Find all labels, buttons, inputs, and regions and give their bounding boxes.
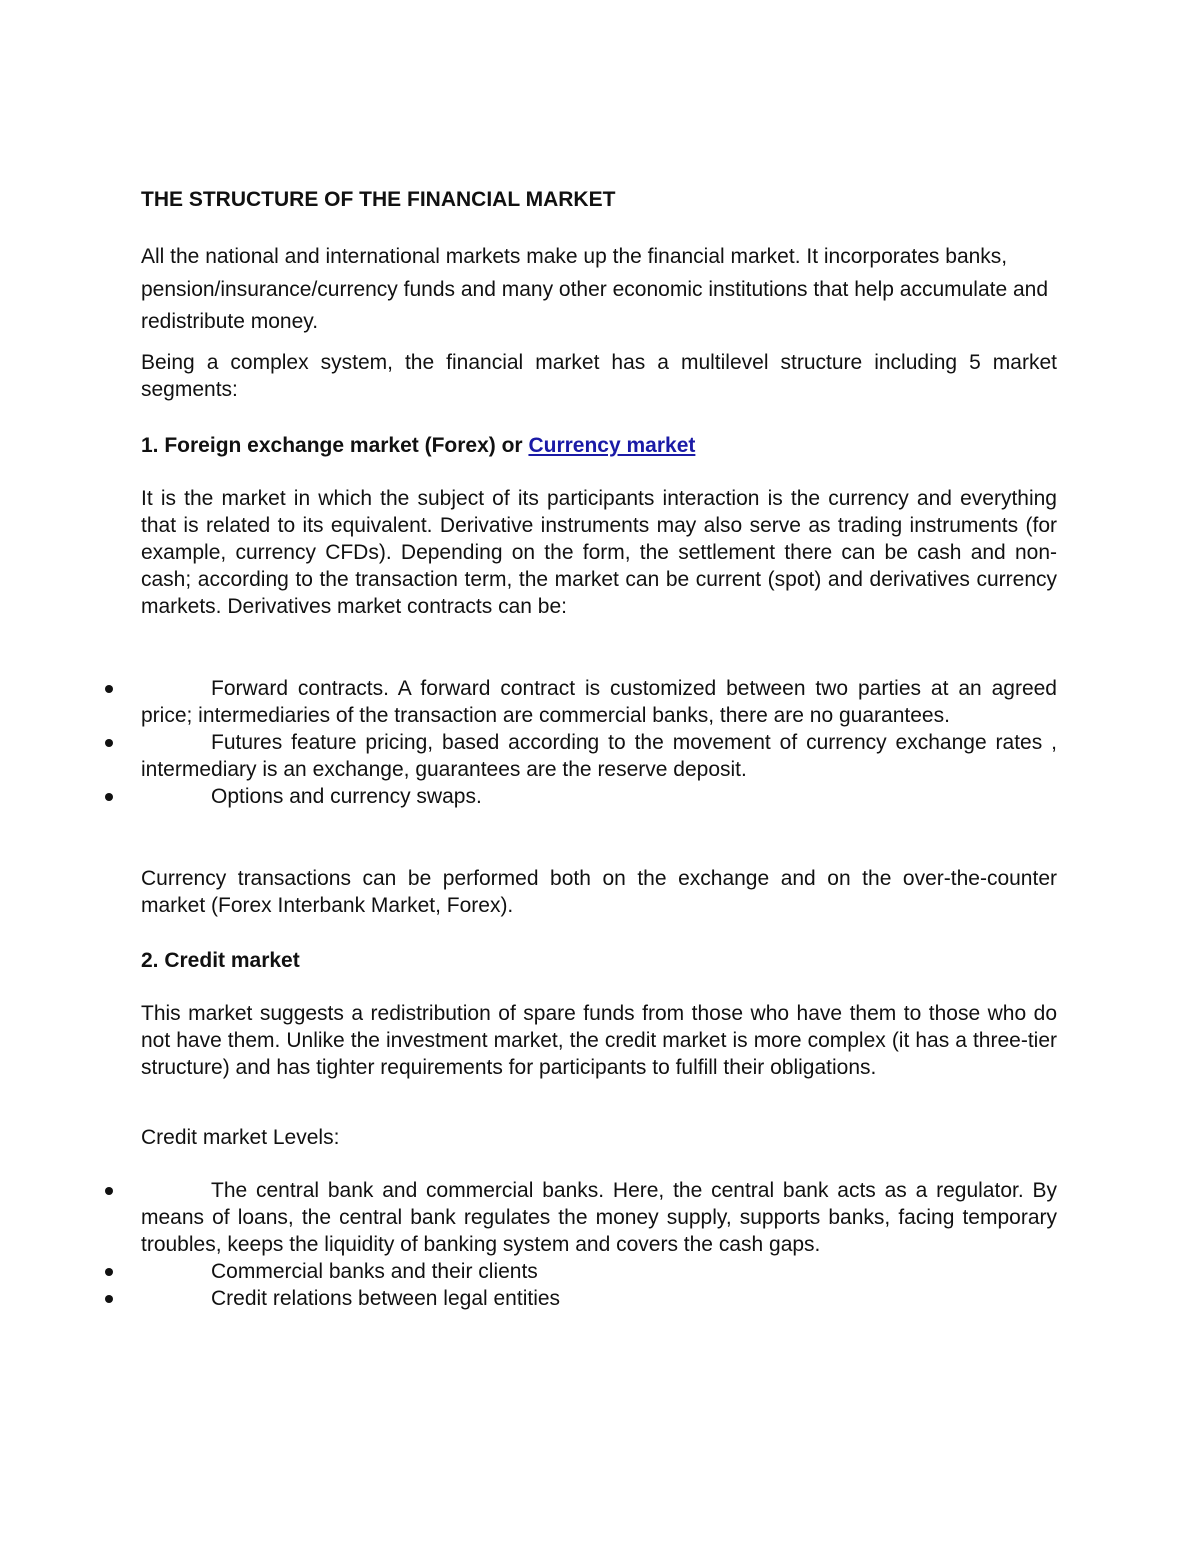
bullet-icon [105,739,113,747]
list-item [141,783,1057,810]
list-item [141,1258,1057,1285]
section-1-description: It is the market in which the subject of its participants interaction is the currency and everything that is related to its equivalent. Derivative instruments may also serve as trading instruments (for example, currency CFDs). Depending on the form, the settlement there can be cash and non-cash; according to the transaction term, the market can be current (spot) and derivatives currency markets. Derivatives market contracts can be: [141,487,1057,618]
list-item-text: Forward contracts. A forward contract is customized between two parties at an agreed price; intermediaries of the transaction are commercial banks, there are no guarantees. [141,677,1057,727]
section-2-heading: 2. Credit market [141,949,300,972]
list-item-text: Options and currency swaps. [211,785,482,808]
structure-paragraph: Being a complex system, the financial market has a multilevel structure including 5 market segments: [141,351,1057,401]
derivatives-contract-list [141,675,1057,810]
intro-paragraph: All the national and international markets make up the financial market. It incorporates banks, pension/insurance/currency funds and many other economic institutions that help accumulate and redistribute money. [141,245,1049,333]
list-item [141,729,1057,783]
document-title: THE STRUCTURE OF THE FINANCIAL MARKET [141,188,616,211]
bullet-icon [105,793,113,801]
bullet-icon [105,1187,113,1195]
section-1-closing: Currency transactions can be performed both on the exchange and on the over-the-counter market (Forex Interbank Market, Forex). [141,867,1057,917]
list-item-text: Futures feature pricing, based according to the movement of currency exchange rates , intermediary is an exchange, guarantees are the reserve deposit. [141,731,1057,781]
bullet-icon [105,685,113,693]
list-item [141,1177,1057,1258]
list-item [141,675,1057,729]
credit-levels-list [141,1177,1057,1312]
list-item-text: The central bank and commercial banks. Here, the central bank acts as a regulator. By means of loans, the central bank regulates the money supply, supports banks, facing temporary troubles, keeps the liquidity of banking system and covers the cash gaps. [141,1179,1057,1256]
list-item [141,1285,1057,1312]
list-item-text: Commercial banks and their clients [211,1260,538,1283]
section-2-description: This market suggests a redistribution of spare funds from those who have them to those who do not have them. Unlike the investment market, the credit market is more complex (it has a three-tier structure) and has tighter requirements for participants to fulfill their obligations. [141,1002,1057,1079]
currency-market-link[interactable]: Currency market [528,434,696,457]
credit-levels-label: Credit market Levels: [141,1126,340,1149]
section-1-heading [141,432,695,460]
list-item-text: Credit relations between legal entities [211,1287,561,1310]
bullet-icon [105,1268,113,1276]
bullet-icon [105,1295,113,1303]
section-1-heading-text: 1. Foreign exchange market (Forex) or [141,434,529,457]
